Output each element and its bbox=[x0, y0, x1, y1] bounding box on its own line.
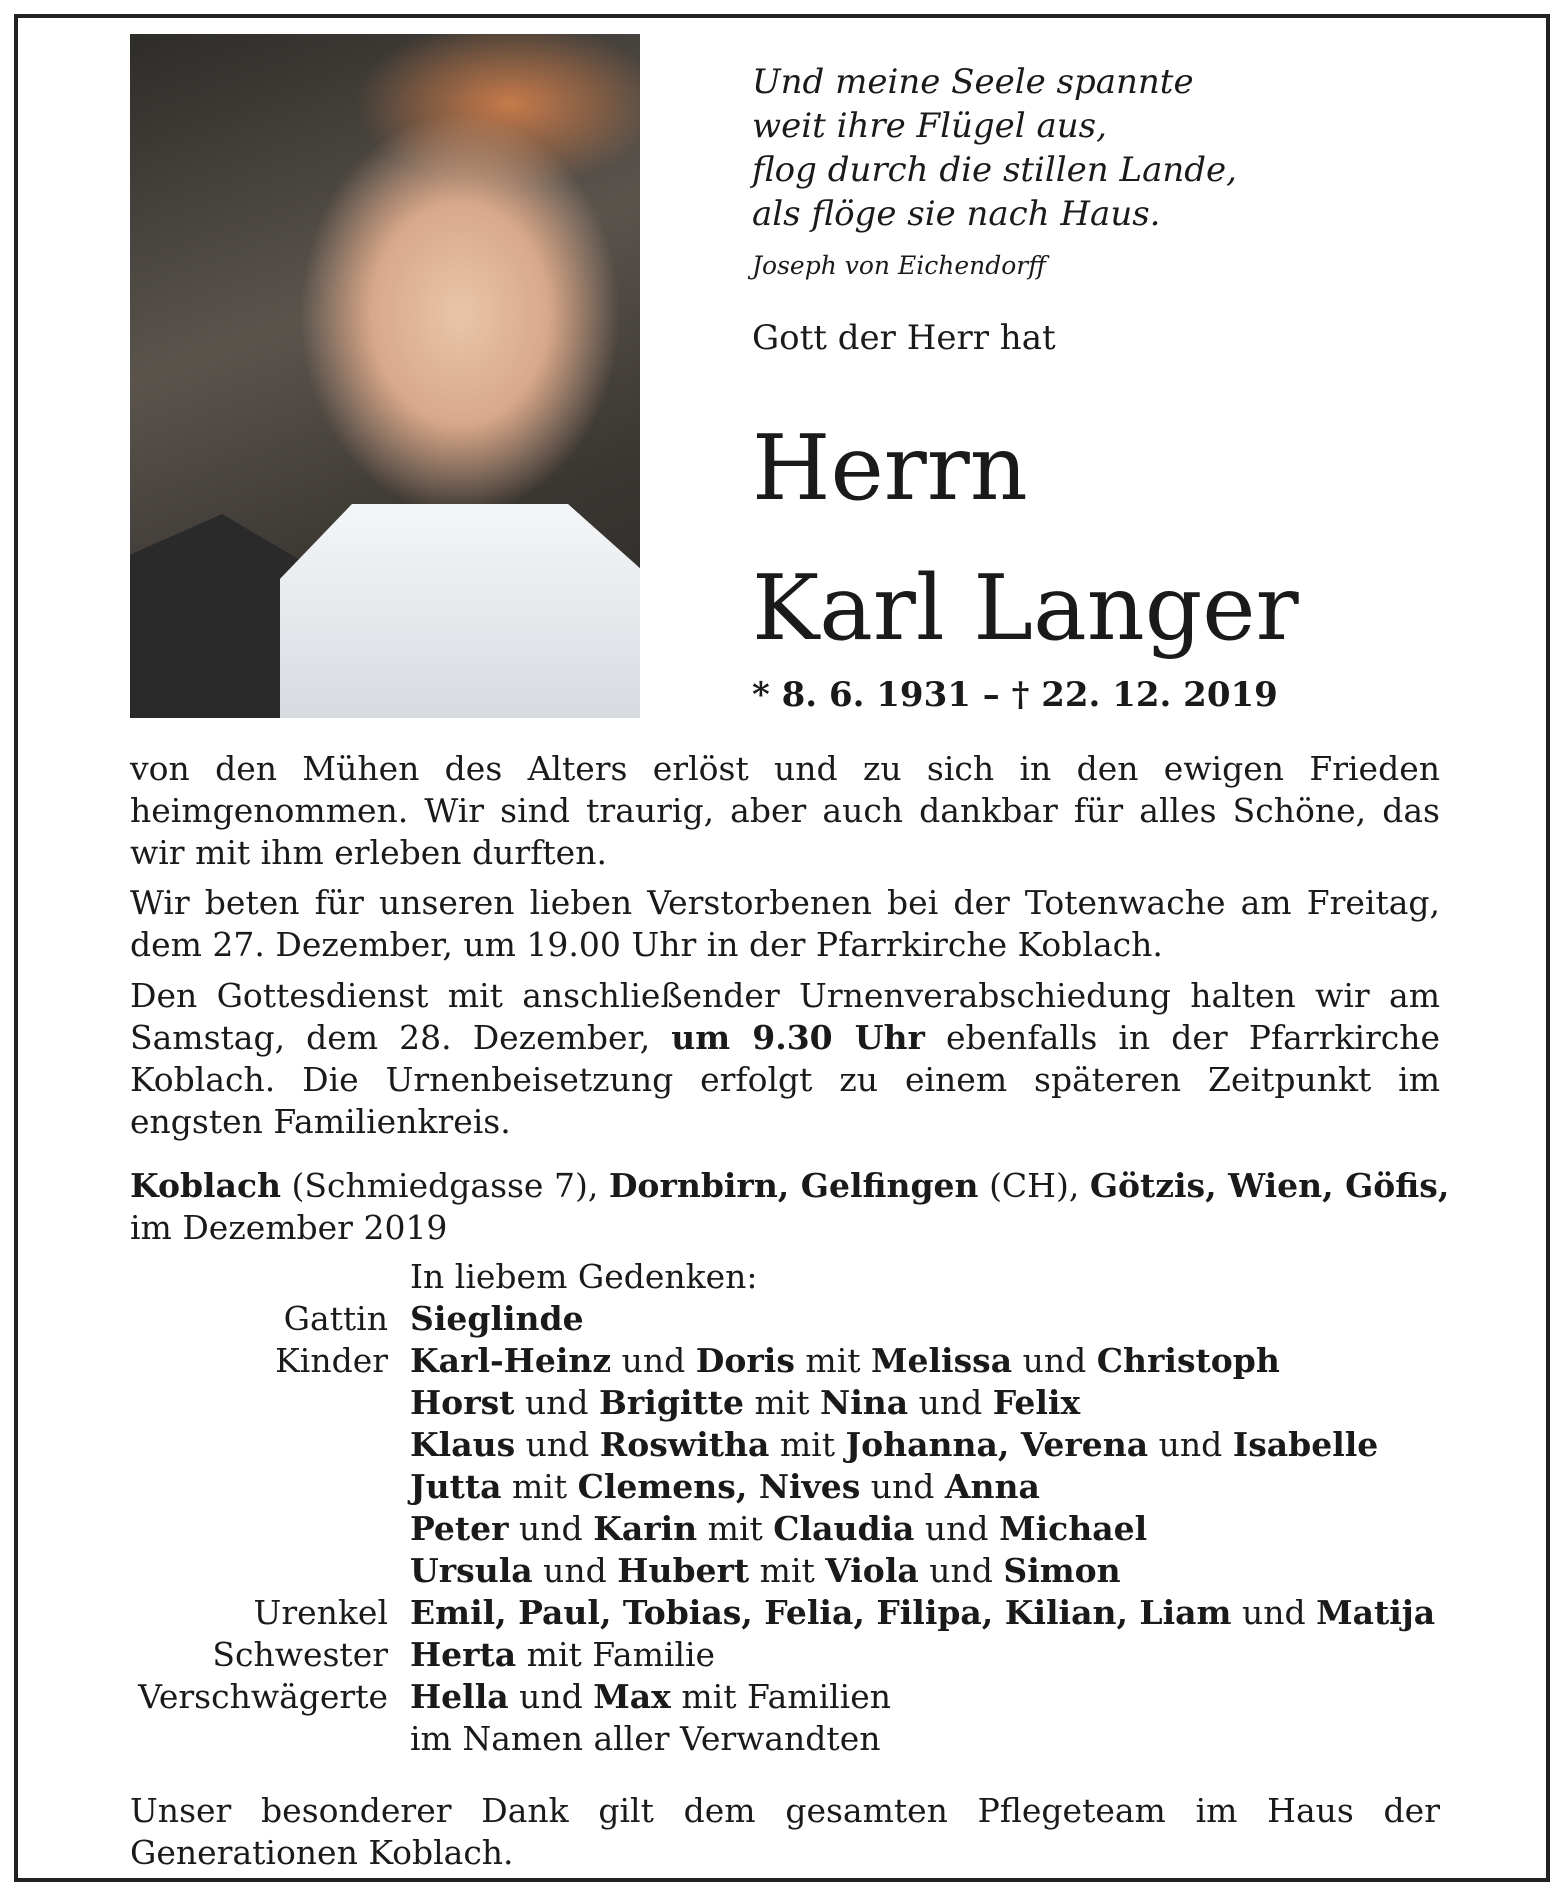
paragraph-1: von den Mühen des Alters erlöst und zu sich in den ewigen Frieden heimgenommen. Wir sind traurig, aber auch dankbar für alles Schöne, das wir mit ihm erleben durften. bbox=[130, 749, 1440, 872]
mourners-heading: In liebem Gedenken: bbox=[410, 1257, 758, 1296]
place-koblach: Koblach bbox=[130, 1166, 282, 1205]
p3-before: Den Gottesdienst mit anschließender Urnenverabschiedung halten wir am Samstag, dem 28. Dezember, bbox=[130, 976, 1440, 1057]
mourner-names: Sieglinde bbox=[410, 1299, 584, 1338]
mourner-role: Urenkel bbox=[253, 1593, 388, 1632]
mourner-row bbox=[130, 1676, 1435, 1718]
title-herrn: Herrn bbox=[752, 416, 1028, 521]
paragraph-2: Wir beten für unseren lieben Verstorbenen bei der Totenwache am Freitag, dem 27. Dezember, um 19.00 Uhr in der Pfarrkirche Koblach. bbox=[130, 883, 1440, 964]
mourner-role: Kinder bbox=[275, 1341, 388, 1380]
mourner-role bbox=[130, 1382, 410, 1424]
mourner-names: im Namen aller Verwandten bbox=[410, 1719, 881, 1758]
mourners-heading-row bbox=[130, 1256, 1435, 1298]
mourner-names: Hella und Max mit Familien bbox=[410, 1677, 892, 1716]
mourner-row bbox=[130, 1718, 1435, 1760]
mourner-row bbox=[130, 1340, 1435, 1382]
quote-line: weit ihre Flügel aus, bbox=[752, 106, 1107, 146]
thanks-text: Unser besonderer Dank gilt dem gesamten Pflegeteam im Haus der Generationen Koblach. bbox=[130, 1791, 1440, 1872]
place-date: im Dezember 2019 bbox=[130, 1208, 448, 1247]
mourner-role bbox=[130, 1466, 410, 1508]
quote-line: als flöge sie nach Haus. bbox=[752, 194, 1161, 234]
mourner-names: Emil, Paul, Tobias, Felia, Filipa, Kilian, Liam und Matija bbox=[410, 1593, 1436, 1632]
mourner-role: Gattin bbox=[283, 1299, 388, 1338]
mourner-row bbox=[130, 1508, 1435, 1550]
mourner-names: Ursula und Hubert mit Viola und Simon bbox=[410, 1551, 1121, 1590]
mourner-row bbox=[130, 1634, 1435, 1676]
mourner-row bbox=[130, 1466, 1435, 1508]
mourner-row bbox=[130, 1298, 1435, 1340]
poem-quote bbox=[752, 60, 1237, 288]
mourner-role bbox=[130, 1508, 410, 1550]
mourner-rows bbox=[130, 1298, 1435, 1760]
mourner-role bbox=[130, 1424, 410, 1466]
places-line bbox=[130, 1165, 1450, 1249]
mourner-role bbox=[130, 1718, 410, 1760]
mourner-role bbox=[130, 1550, 410, 1592]
deceased-name: Karl Langer bbox=[752, 556, 1299, 661]
mourner-names: Herta mit Familie bbox=[410, 1635, 716, 1674]
quote-line: flog durch die stillen Lande, bbox=[752, 150, 1237, 190]
mourner-names: Karl-Heinz und Doris mit Melissa und Christoph bbox=[410, 1341, 1280, 1380]
paragraph-3 bbox=[130, 975, 1440, 1143]
p3-time: um 9.30 Uhr bbox=[671, 1018, 925, 1057]
portrait-photo bbox=[130, 34, 640, 718]
quote-author: Joseph von Eichendorff bbox=[752, 251, 1046, 280]
place-others: Götzis, Wien, Göfis, bbox=[1089, 1166, 1450, 1205]
life-dates: * 8. 6. 1931 – † 22. 12. 2019 bbox=[752, 675, 1278, 715]
place-koblach-address: (Schmiedgasse 7), bbox=[291, 1166, 599, 1205]
mourner-row bbox=[130, 1550, 1435, 1592]
mourner-row bbox=[130, 1424, 1435, 1466]
mourner-row bbox=[130, 1382, 1435, 1424]
mourner-role: Schwester bbox=[212, 1635, 388, 1674]
mourner-row bbox=[130, 1592, 1435, 1634]
mourners-list bbox=[130, 1256, 1435, 1760]
mourner-role: Verschwägerte bbox=[138, 1677, 388, 1716]
intro-text: Gott der Herr hat bbox=[752, 318, 1056, 358]
place-dornbirn: Dornbirn, Gelfingen bbox=[608, 1166, 979, 1205]
quote-line: Und meine Seele spannte bbox=[752, 62, 1194, 102]
mourner-names: Klaus und Roswitha mit Johanna, Verena und Isabelle bbox=[410, 1425, 1379, 1464]
mourner-names: Peter und Karin mit Claudia und Michael bbox=[410, 1509, 1148, 1548]
place-ch: (CH), bbox=[989, 1166, 1080, 1205]
p3-after: ebenfalls in der Pfarrkirche Koblach. Die Urnenbeisetzung erfolgt zu einem späteren Zeitpunkt im engsten Familienkreis. bbox=[130, 1018, 1440, 1141]
mourner-names: Horst und Brigitte mit Nina und Felix bbox=[410, 1383, 1081, 1422]
mourner-names: Jutta mit Clemens, Nives und Anna bbox=[410, 1467, 1040, 1506]
photo-shirt-shape bbox=[280, 504, 640, 718]
